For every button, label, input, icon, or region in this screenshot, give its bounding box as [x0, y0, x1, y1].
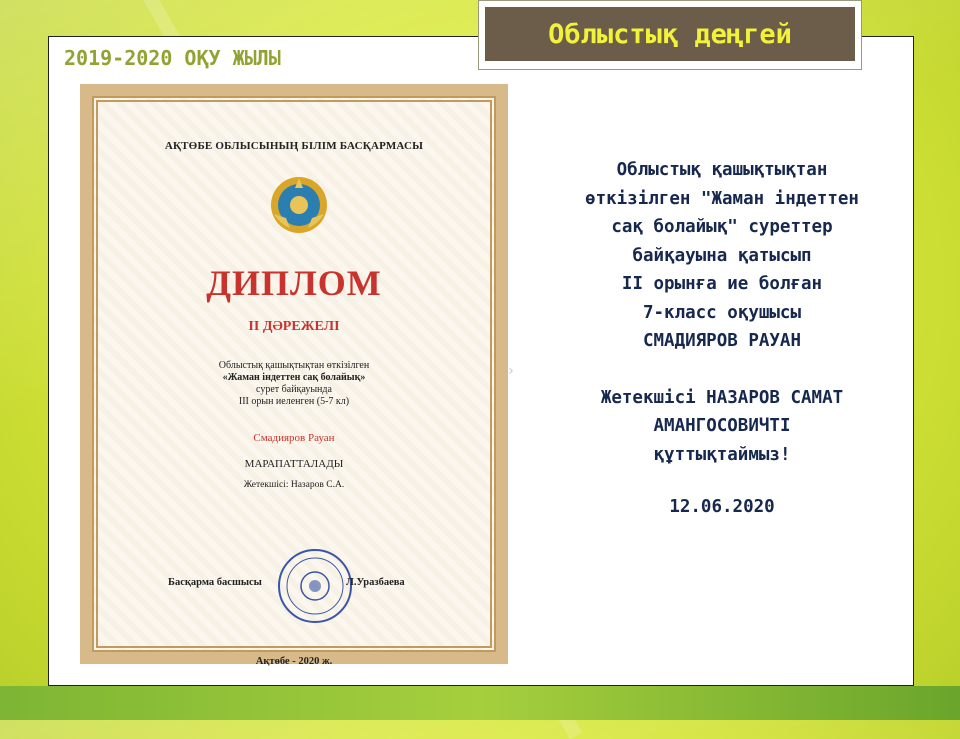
message-line: Облыстық қашықтықтан: [616, 160, 828, 180]
title-tab: [478, 0, 862, 70]
diploma-head-label: Басқарма басшысы: [168, 577, 262, 588]
diploma-title: ДИПЛОМ: [206, 263, 382, 303]
message-line: байқауына қатысып: [632, 245, 812, 266]
congrats-line: Жетекшісі НАЗАРОВ САМАТ: [600, 387, 844, 408]
message-line: ІІ орынға ие болған: [621, 274, 823, 294]
year-label: 2019-2020 ОҚУ ЖЫЛЫ: [64, 46, 281, 70]
congrats-line: АМАНГОСОВИЧТІ: [653, 416, 791, 436]
diploma-body-line: сурет байқауында: [256, 384, 332, 395]
chevron-right-icon: ›: [508, 363, 514, 379]
congratulation-message: [530, 156, 914, 522]
message-line: сақ болайық" суреттер: [611, 217, 833, 237]
diploma-body-line: ІІІ орын иеленген (5-7 кл): [238, 396, 350, 407]
diploma-org: АҚТӨБЕ ОБЛЫСЫНЫҢ БІЛІМ БАСҚАРМАСЫ: [164, 140, 424, 152]
diploma-leader: Жетекшісі: Назаров С.А.: [243, 480, 345, 490]
state-emblem-icon: [268, 174, 330, 236]
official-seal-icon: [276, 547, 354, 625]
congrats-line: құттықтаймыз!: [653, 444, 791, 465]
spacer: [530, 469, 914, 493]
message-date: 12.06.2020: [669, 497, 775, 517]
diploma-image: [80, 84, 508, 667]
spacer: [530, 356, 914, 384]
diploma-body-line: Облыстық қашықтықтан өткізілген: [218, 360, 370, 371]
message-line: СМАДИЯРОВ РАУАН: [642, 331, 802, 351]
diploma-city-year: Ақтөбе - 2020 ж.: [255, 656, 333, 667]
diploma-degree: ІІ ДӘРЕЖЕЛІ: [248, 319, 340, 334]
message-line: 7-класс оқушысы: [642, 302, 802, 323]
bottom-decor-band: [0, 686, 960, 720]
message-line: өткізілген "Жаман індеттен: [585, 188, 859, 209]
diploma-body-line: «Жаман індеттен сақ болайық»: [222, 372, 366, 383]
slide-title: Облыстық деңгей: [485, 7, 855, 61]
diploma-recipient: Смадияров Рауан: [253, 432, 335, 444]
diploma-awarded: МАРАПАТТАЛАДЫ: [244, 458, 344, 470]
diploma-signatory: Л.Уразбаева: [346, 577, 405, 588]
diploma-sheet: [92, 96, 496, 667]
